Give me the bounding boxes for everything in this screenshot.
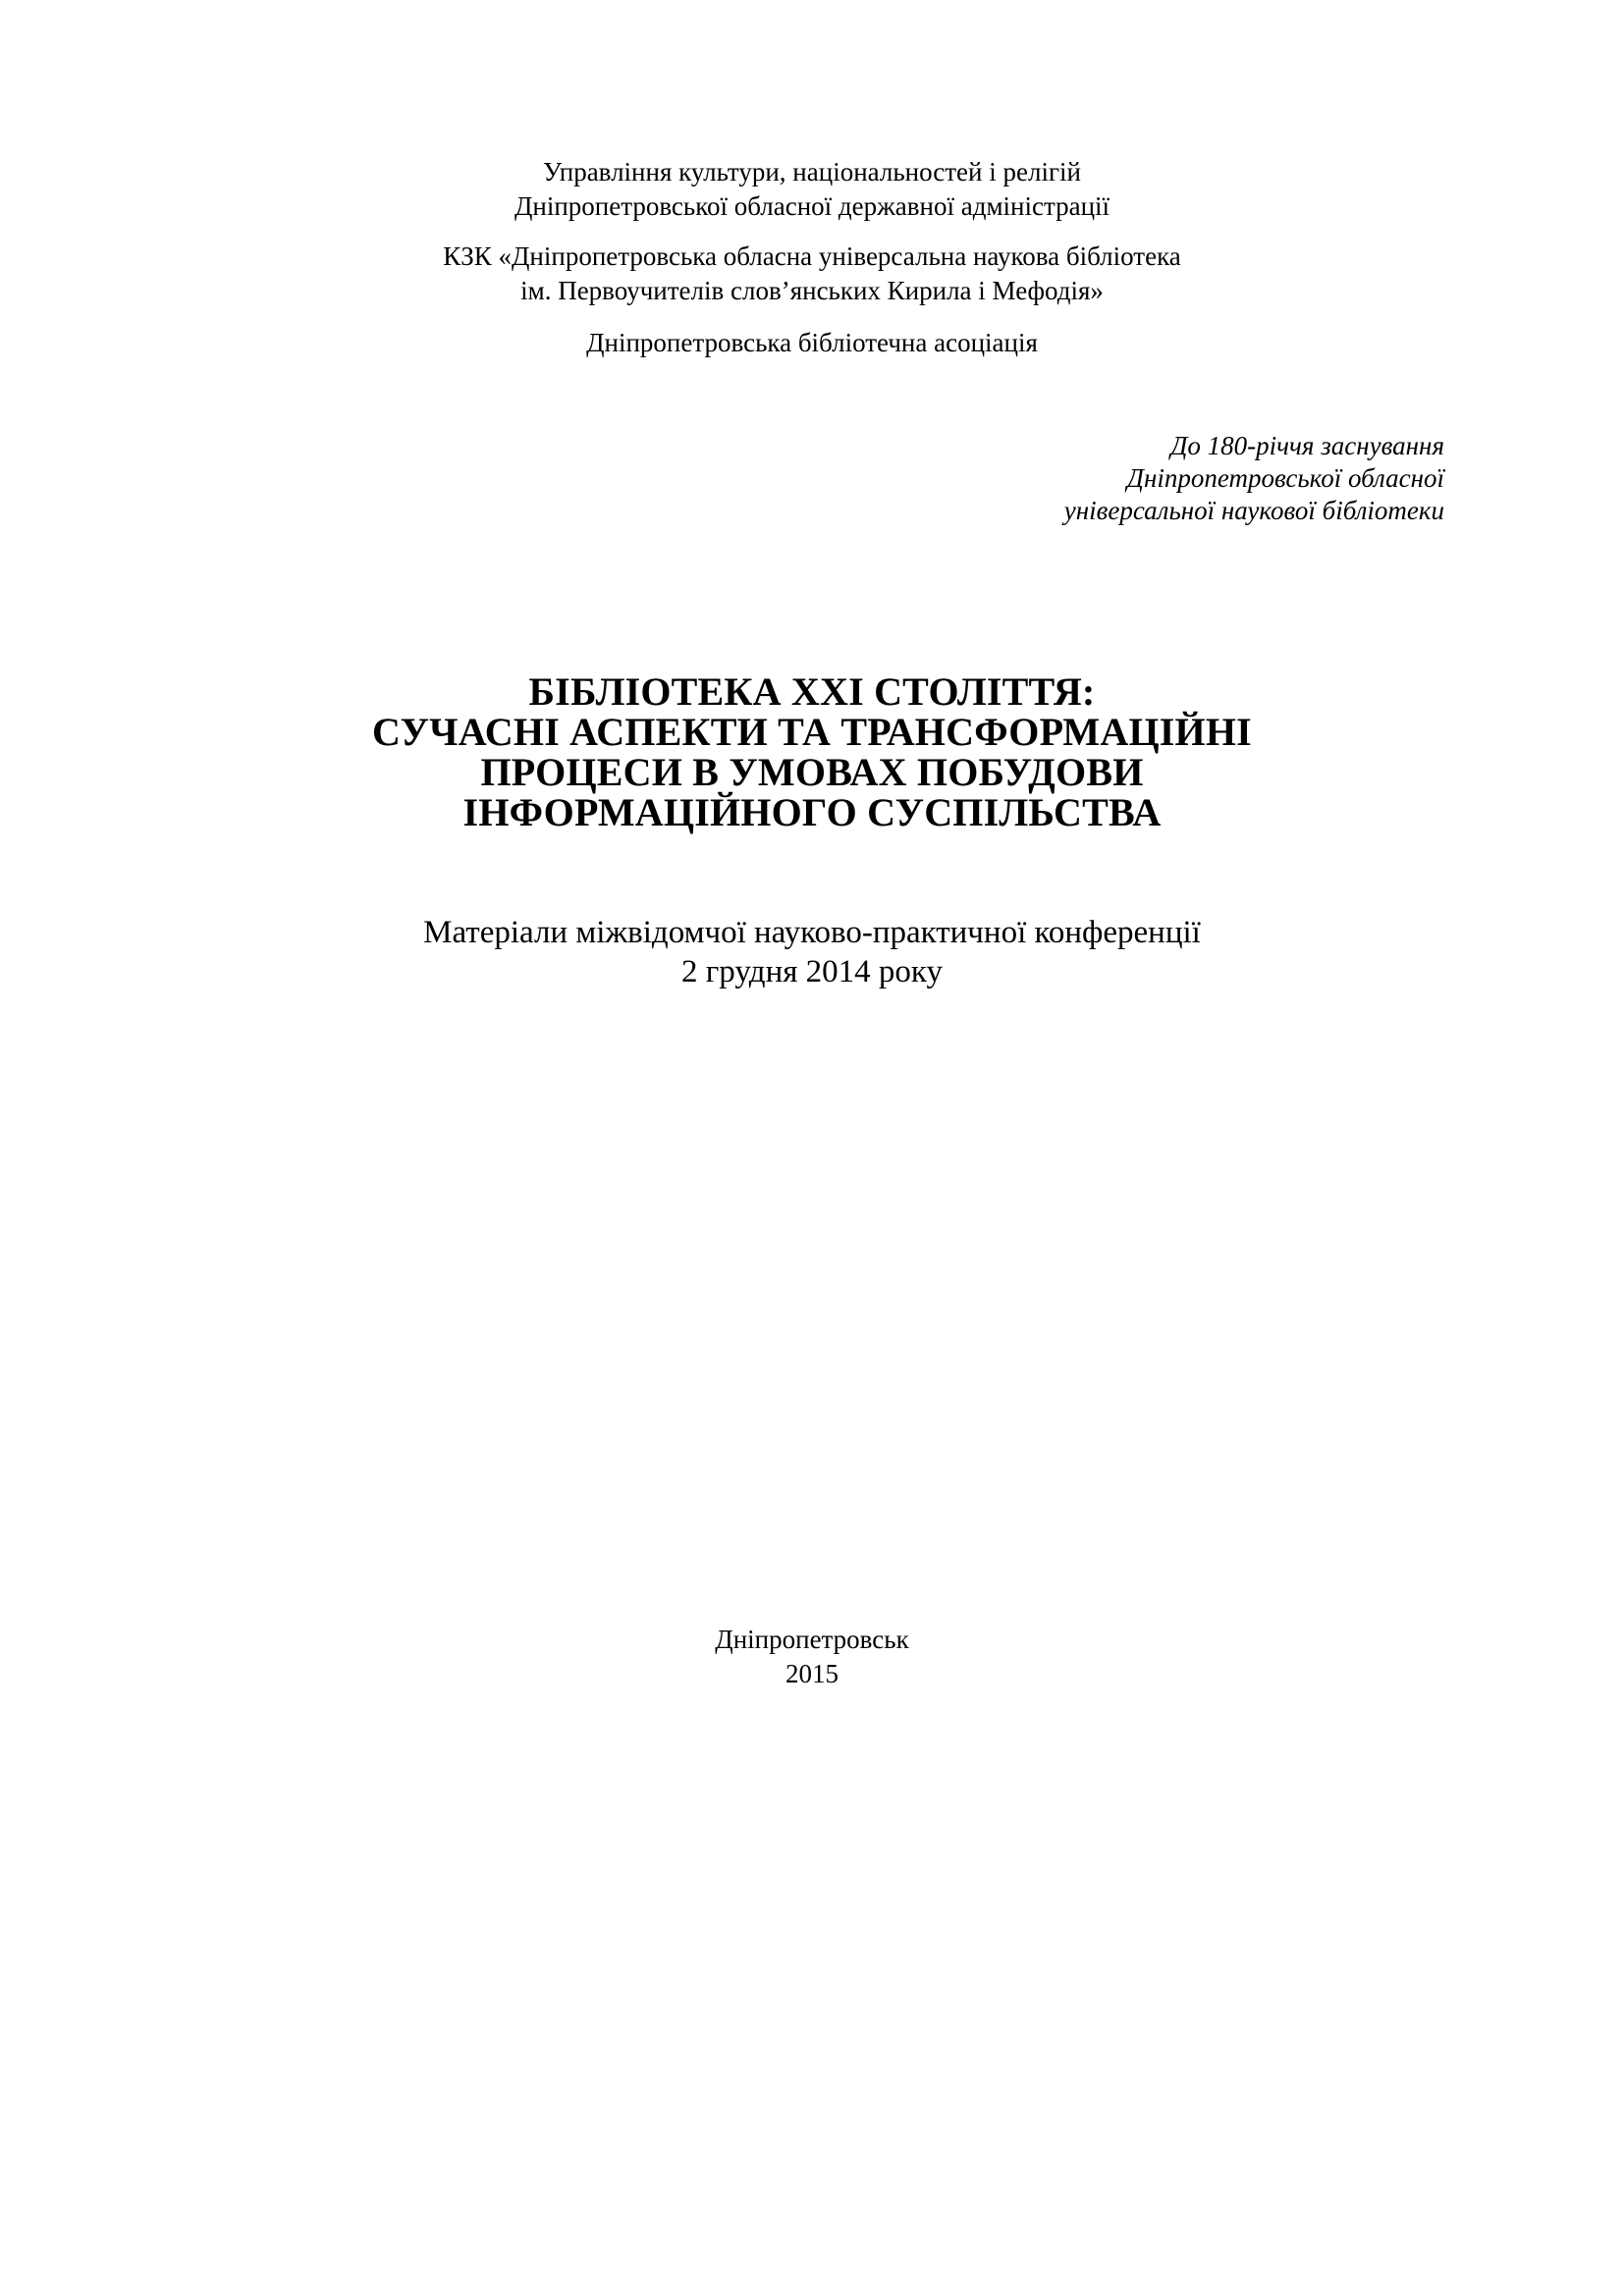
title-line-1: БІБЛІОТЕКА XXI СТОЛІТТЯ: (528, 669, 1096, 714)
title-line-4: ІНФОРМАЦІЙНОГО СУСПІЛЬСТВА (462, 790, 1162, 834)
document-subtitle (0, 913, 1624, 991)
org-library (0, 240, 1624, 308)
document-title (0, 671, 1624, 832)
title-line-3: ПРОЦЕСИ В УМОВАХ ПОБУДОВИ (480, 750, 1144, 794)
org-ministry (0, 155, 1624, 224)
dedication-line-2: Дніпропетровської обласної (1126, 463, 1444, 493)
imprint (0, 1623, 1624, 1691)
dedication-line-1: До 180-річчя заснування (1170, 431, 1444, 460)
org-library-line-2: ім. Первоучителів слов’янських Кирила і Мефодія» (520, 276, 1104, 305)
org-association-line: Дніпропетровська бібліотечна асоціація (586, 328, 1038, 357)
subtitle-description: Матеріали міжвідомчої науково-практичної конференції (423, 915, 1201, 950)
org-ministry-line-2: Дніпропетровської обласної державної адміністрації (514, 191, 1110, 221)
org-association (0, 326, 1624, 360)
imprint-city: Дніпропетровськ (715, 1625, 909, 1654)
dedication (1064, 430, 1444, 527)
org-library-line-1: КЗК «Дніпропетровська обласна універсальна наукова бібліотека (443, 241, 1181, 271)
title-line-2: СУЧАСНІ АСПЕКТИ ТА ТРАНСФОРМАЦІЙНІ (372, 710, 1252, 754)
imprint-year: 2015 (785, 1659, 839, 1688)
dedication-line-3: універсальної наукової бібліотеки (1063, 496, 1444, 525)
org-ministry-line-1: Управління культури, національностей і релігій (543, 157, 1081, 187)
subtitle-date: 2 грудня 2014 року (681, 954, 943, 989)
